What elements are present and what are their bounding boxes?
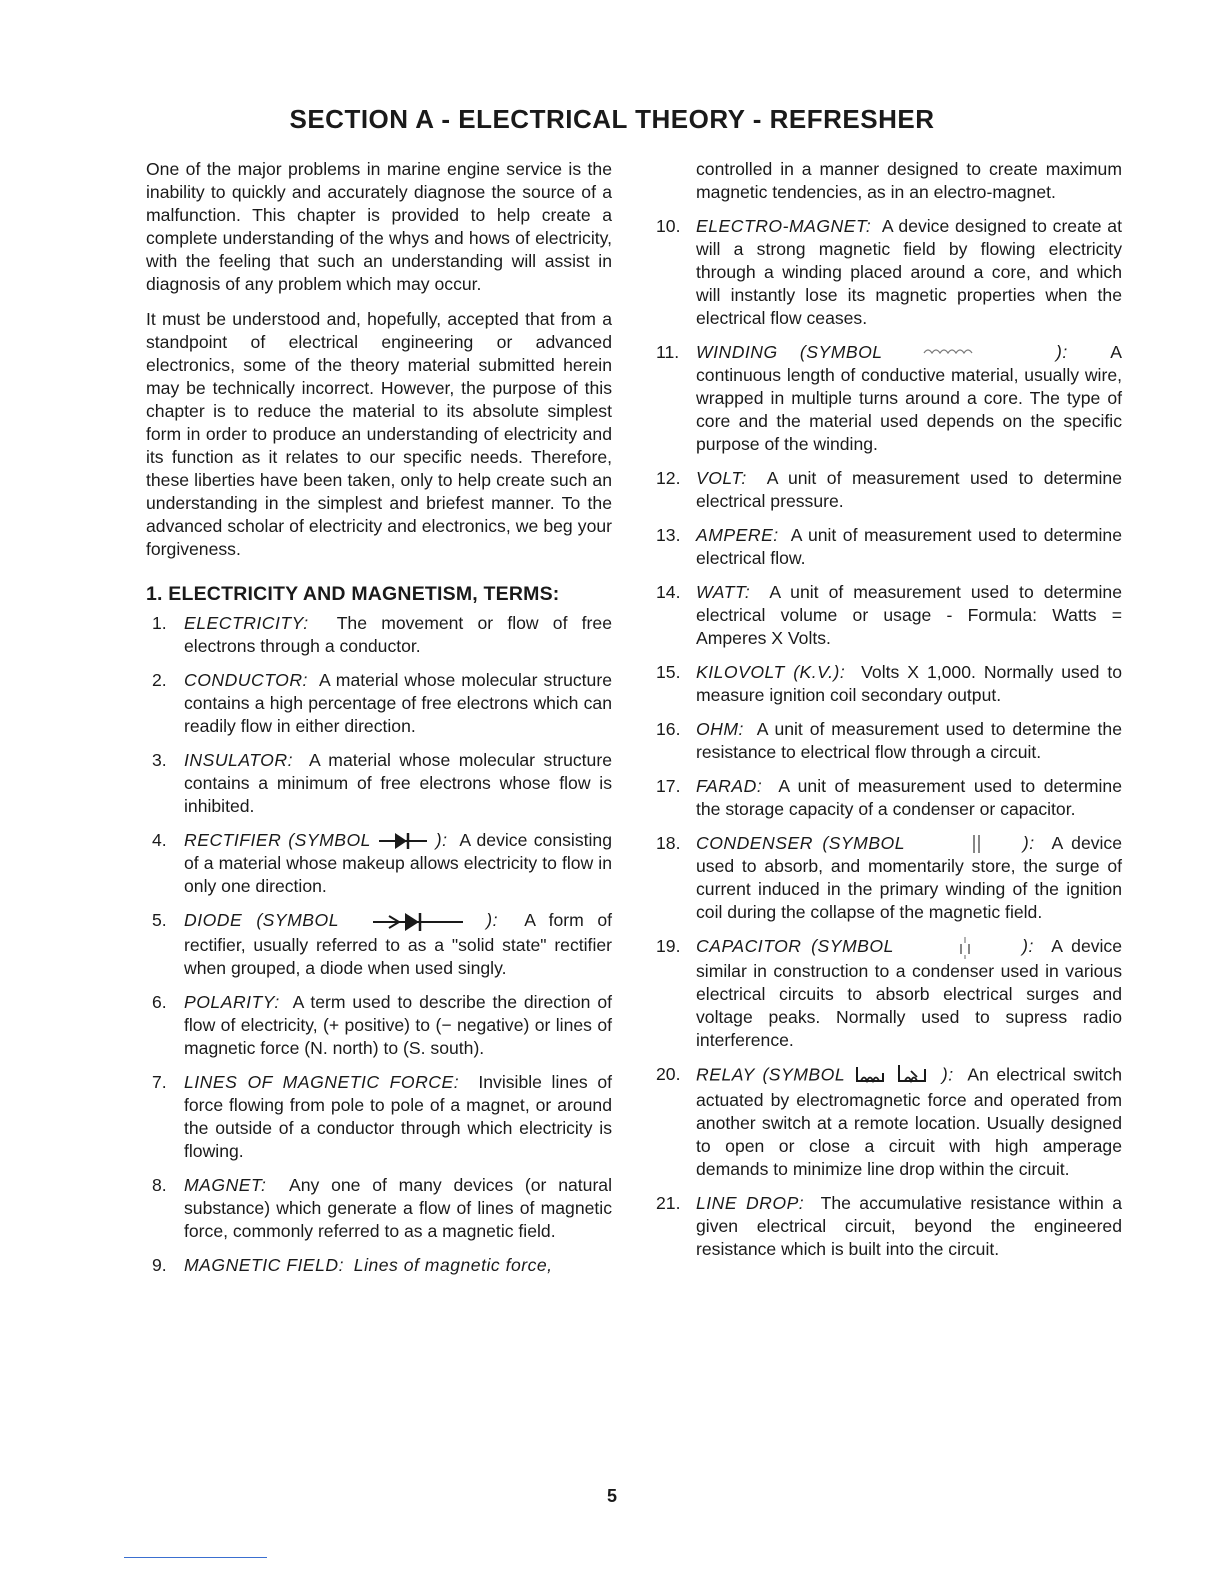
term-rectifier xyxy=(146,829,612,898)
term-capacitor xyxy=(656,935,1122,1051)
condenser-symbol-icon xyxy=(914,833,1014,855)
term-number: 10. xyxy=(656,216,681,236)
term-insulator xyxy=(146,749,612,818)
term-label-close: ): xyxy=(941,1064,954,1085)
term-number: 14. xyxy=(656,582,681,602)
term-label-close: ): xyxy=(435,830,448,850)
term-relay xyxy=(656,1063,1122,1181)
term-volt xyxy=(656,467,1122,513)
term-label: RECTIFIER (SYMBOL xyxy=(184,830,371,850)
term-definition: A material whose molecular structure contains a minimum of free electrons whose flow is inhibited. xyxy=(184,750,612,816)
term-polarity xyxy=(146,991,612,1060)
page-title: SECTION A - ELECTRICAL THEORY - REFRESHER xyxy=(289,104,935,134)
term-definition: A material whose molecular structure contains a high percentage of free electrons which can readily flow in either direction. xyxy=(184,670,612,736)
term-label: LINES OF MAGNETIC FORCE: xyxy=(184,1071,460,1092)
term-magnetic-field-continued: controlled in a manner designed to create maximum magnetic tendencies, as in an electro-magnet. xyxy=(696,159,1122,202)
term-label: INSULATOR: xyxy=(184,750,293,770)
term-definition: A continuous length of conductive material, usually wire, wrapped in multiple turns around a core. The type of core and the material used depends on the specific purpose of the winding. xyxy=(696,342,1122,454)
term-number: 8. xyxy=(152,1174,167,1195)
term-conductor xyxy=(146,669,612,738)
term-label-close: ): xyxy=(1056,342,1068,362)
term-number: 1. xyxy=(152,613,167,633)
term-label: FARAD: xyxy=(696,776,763,796)
term-number: 18. xyxy=(656,833,681,853)
term-watt xyxy=(656,581,1122,650)
term-label: ELECTRO-MAGNET: xyxy=(696,216,872,236)
term-ohm xyxy=(656,718,1122,764)
term-label: MAGNET: xyxy=(184,1174,267,1195)
term-label: AMPERE: xyxy=(696,525,779,545)
term-number: 11. xyxy=(656,342,680,362)
term-label: DIODE (SYMBOL xyxy=(184,910,340,931)
term-number: 9. xyxy=(152,1254,167,1275)
term-label: KILOVOLT (K.V.): xyxy=(696,662,846,682)
term-electro-magnet xyxy=(656,215,1122,330)
term-definition: A term used to describe the direction of flow of electricity, (+ positive) to (− negative) or lines of magnetic force (N. north) to (S. south). xyxy=(184,991,612,1058)
term-label-close: ): xyxy=(1022,833,1035,853)
term-definition: A unit of measurement used to determine electrical flow. xyxy=(696,525,1122,568)
page-number: 5 xyxy=(606,1486,617,1506)
term-definition: A unit of measurement used to determine electrical pressure. xyxy=(696,468,1122,511)
term-definition: A unit of measurement used to determine electrical volume or usage - Formula: Watts = Amperes X Volts. xyxy=(696,582,1122,648)
term-line-drop xyxy=(656,1192,1122,1261)
term-definition: A device designed to create at will a strong magnetic field by flowing electricity through a winding placed around a core, and which will instantly lose its magnetic properties when the electrical flow ceases. xyxy=(696,216,1122,328)
term-definition: Lines of magnetic force, xyxy=(353,1254,553,1275)
term-winding xyxy=(656,341,1122,456)
term-label: CAPACITOR (SYMBOL xyxy=(696,936,894,957)
term-kilovolt xyxy=(656,661,1122,707)
term-lines-of-magnetic-force xyxy=(146,1071,612,1163)
term-label-close: ): xyxy=(1022,936,1034,957)
term-magnetic-field xyxy=(146,1254,612,1277)
left-column xyxy=(146,158,612,1288)
term-number: 5. xyxy=(152,910,167,931)
right-column xyxy=(656,158,1122,1272)
term-number: 20. xyxy=(656,1063,681,1084)
term-condenser xyxy=(656,832,1122,924)
term-definition: A device consisting of a material whose makeup allows electricity to flow in only one direction. xyxy=(184,830,612,897)
term-number: 13. xyxy=(656,525,681,545)
term-label: POLARITY: xyxy=(184,991,280,1012)
term-number: 16. xyxy=(656,719,681,739)
term-diode xyxy=(146,909,612,979)
term-number: 12. xyxy=(656,468,681,488)
term-label: RELAY (SYMBOL xyxy=(696,1064,846,1085)
term-label-close: ): xyxy=(486,910,498,931)
term-definition: A form of rectifier, usually referred to as a "solid state" rectifier when grouped, a diode when used singly. xyxy=(184,910,613,978)
term-label: WATT: xyxy=(696,582,751,602)
term-definition: The accumulative resistance within a given electrical circuit, beyond the engineered resistance which is built into the circuit. xyxy=(696,1192,1122,1259)
intro-paragraph-2: It must be understood and, hopefully, accepted that from a standpoint of electrical engineering or advanced electronics, some of the theory material submitted herein may be technically incorrect. However, the purpose of this chapter is to reduce the material to its absolute simplest form in order to produce an understanding of electricity and its function as it relates to our specific needs. Therefore, these liberties have been taken, only to help create such an understanding in the simplest and briefest manner. To the advanced scholar of electricity and electronics, we beg your forgiveness. xyxy=(146,309,612,559)
term-definition: A device used to absorb, and momentarily store, the surge of current induced in the primary winding of the ignition coil during the collapse of the magnetic field. xyxy=(696,833,1123,923)
term-number: 15. xyxy=(656,662,681,682)
term-label: CONDUCTOR: xyxy=(184,670,308,690)
term-farad xyxy=(656,775,1122,821)
term-definition: Volts X 1,000. Normally used to measure ignition coil secondary output. xyxy=(696,662,1122,705)
term-definition: Any one of many devices (or natural substance) which generate a flow of lines of magnetic force, commonly referred to as a magnetic field. xyxy=(184,1174,612,1241)
term-definition: The movement or flow of free electrons through a conductor. xyxy=(184,613,612,656)
term-number: 19. xyxy=(656,936,681,957)
term-definition: A unit of measurement used to determine the resistance to electrical flow through a circuit. xyxy=(696,719,1122,762)
footer-rule xyxy=(124,1557,267,1558)
section-heading: 1. ELECTRICITY AND MAGNETISM, TERMS: xyxy=(146,583,560,605)
term-label: OHM: xyxy=(696,719,744,739)
term-definition: A unit of measurement used to determine the storage capacity of a condenser or capacitor. xyxy=(696,776,1122,819)
term-definition: Invisible lines of force flowing from pole to pole of a magnet, or around the outside of a conductor through which electricity is flowing. xyxy=(184,1071,613,1161)
term-label: CONDENSER (SYMBOL xyxy=(696,833,906,853)
intro-paragraph-1: One of the major problems in marine engine service is the inability to quickly and accurately diagnose the source of a malfunction. This chapter is provided to help create a complete understanding of the whys and hows of electricity, with the feeling that such an understanding will assist in diagnosis of any problem which may occur. xyxy=(146,159,612,294)
term-number: 17. xyxy=(656,776,681,796)
relay-symbol-icon xyxy=(853,1063,935,1089)
term-label: LINE DROP: xyxy=(696,1192,805,1213)
term-number: 3. xyxy=(152,750,167,770)
term-electricity xyxy=(146,612,612,658)
term-definition: An electrical switch actuated by electromagnetic force and operated from another switch at a remote location. Usually designed to open or close a circuit with high amperage demands to minimize line drop within the circuit. xyxy=(696,1064,1122,1179)
term-label: ELECTRICITY: xyxy=(184,613,309,633)
term-number: 7. xyxy=(152,1071,167,1092)
rectifier-symbol-icon xyxy=(377,830,429,852)
term-number: 4. xyxy=(152,830,167,850)
term-label: MAGNETIC FIELD: xyxy=(184,1254,344,1275)
term-ampere xyxy=(656,524,1122,570)
term-number: 2. xyxy=(152,670,167,690)
term-number: 6. xyxy=(152,991,167,1012)
term-label: VOLT: xyxy=(696,468,747,488)
capacitor-symbol-icon xyxy=(903,936,1013,960)
winding-symbol-icon xyxy=(904,345,1034,361)
term-number: 21. xyxy=(656,1192,681,1213)
term-label: WINDING (SYMBOL xyxy=(696,342,883,362)
diode-symbol-icon xyxy=(353,910,473,934)
term-definition: A device similar in construction to a condenser used in various electrical circuits to absorb electrical surges and voltage peaks. Normally used to supress radio interference. xyxy=(696,936,1123,1050)
term-magnet xyxy=(146,1174,612,1243)
